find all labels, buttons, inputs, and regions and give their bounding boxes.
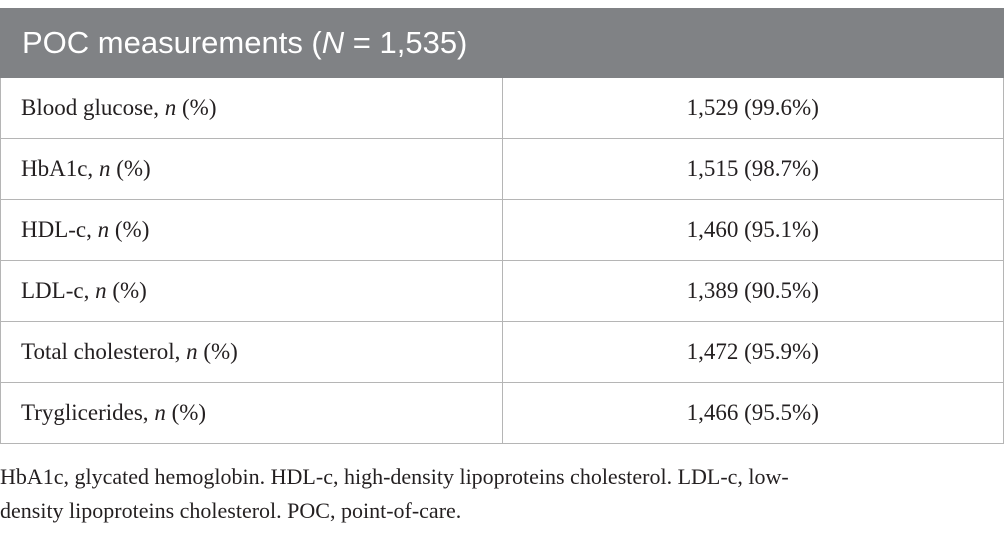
measurements-table-container bbox=[0, 8, 1004, 444]
row-value: 1,529 (99.6%) bbox=[502, 78, 1004, 139]
row-value: 1,515 (98.7%) bbox=[502, 139, 1004, 200]
poc-measurements-table bbox=[0, 8, 1004, 444]
row-label: Total cholesterol, n (%) bbox=[1, 322, 503, 383]
table-header-title: POC measurements (N = 1,535) bbox=[1, 9, 1004, 78]
row-value: 1,472 (95.9%) bbox=[502, 322, 1004, 383]
table-row bbox=[1, 383, 1004, 444]
table-row bbox=[1, 139, 1004, 200]
row-label: LDL-c, n (%) bbox=[1, 261, 503, 322]
row-value: 1,466 (95.5%) bbox=[502, 383, 1004, 444]
row-label: Blood glucose, n (%) bbox=[1, 78, 503, 139]
row-label: Tryglicerides, n (%) bbox=[1, 383, 503, 444]
table-row bbox=[1, 261, 1004, 322]
footnote-line: HbA1c, glycated hemoglobin. HDL-c, high-density lipoproteins cholesterol. LDL-c, low- bbox=[0, 464, 789, 489]
table-footnote bbox=[0, 460, 1000, 528]
footnote-line: density lipoproteins cholesterol. POC, point-of-care. bbox=[0, 498, 462, 523]
table-header-row bbox=[1, 9, 1004, 78]
row-value: 1,460 (95.1%) bbox=[502, 200, 1004, 261]
row-label: HbA1c, n (%) bbox=[1, 139, 503, 200]
table-row bbox=[1, 322, 1004, 383]
row-value: 1,389 (90.5%) bbox=[502, 261, 1004, 322]
row-label: HDL-c, n (%) bbox=[1, 200, 503, 261]
table-row bbox=[1, 78, 1004, 139]
table-row bbox=[1, 200, 1004, 261]
